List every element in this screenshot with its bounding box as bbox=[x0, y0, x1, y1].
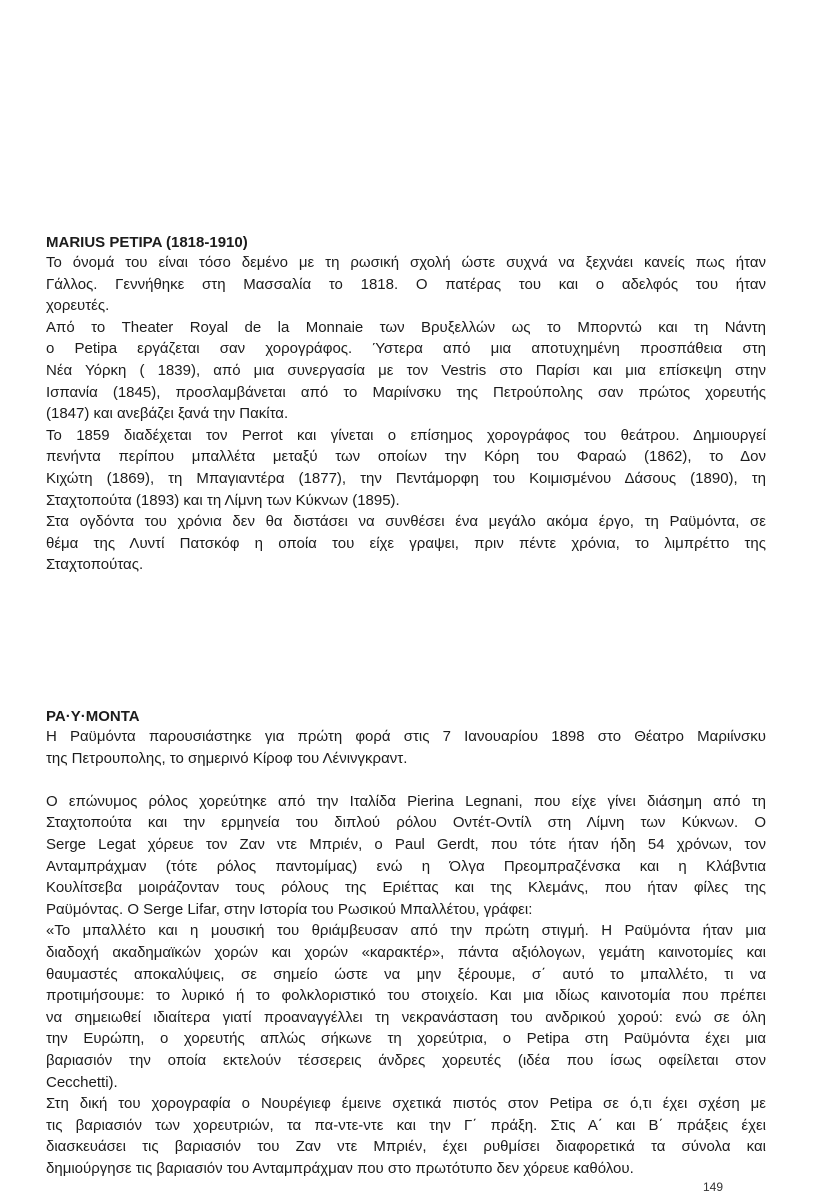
text-line: τις βαριασιόν των χορευτριών, τα πα-ντε-ντε και την Γ΄ πράξη. Στις Α΄ και Β΄ πράξεις έχει bbox=[46, 1116, 766, 1134]
text-line: της Πετρουπολης, το σημερινό Κίροφ του Λένινγκραντ. bbox=[46, 749, 408, 767]
section-raymonda bbox=[46, 708, 766, 1179]
section-petipa bbox=[46, 234, 766, 576]
section-body bbox=[46, 252, 766, 576]
text-line: Ραϋμόντας. Ο Serge Lifar, στην Ιστορία του Ρωσικού Μπαλλέτου, γράφει: bbox=[46, 900, 533, 918]
text-line: πενήντα περίπου μπαλλέτα μεταξύ των οποίων την Κόρη του Φαραώ (1862), το Δον bbox=[46, 448, 766, 466]
text-line: Cecchetti). bbox=[46, 1073, 118, 1091]
text-line: Serge Legat χόρευε τον Ζαν ντε Μπριέν, ο Paul Gerdt, που τότε ήταν ήδη 54 χρόνων, τον bbox=[46, 835, 766, 853]
text-line: Κουλίτσεβα μοιράζονταν τους ρόλους της Εριέττας και της Κλεμάνς, που ήταν φίλες της bbox=[46, 879, 766, 897]
text-line: (1847) και ανεβάζει ξανά την Πακίτα. bbox=[46, 405, 289, 423]
text-line: Σταχτοπούτα και την ερμηνεία του διπλού ρόλου Οντέτ-Οντίλ στη Λίμνη των Κύκνων. Ο bbox=[46, 814, 766, 832]
text-line: Η Ραϋμόντα παρουσιάστηκε για πρώτη φορά στις 7 Ιανουαρίου 1898 στο Θέατρο Μαριίνσκυ bbox=[46, 728, 766, 745]
text-line: χορευτές. bbox=[46, 297, 110, 315]
text-line: ο Petipa εργάζεται σαν χορογράφος. Ύστερα από μια αποτυχημένη προσπάθεια στη bbox=[46, 340, 766, 358]
text-line: Ισπανία (1845), προσλαμβάνεται από το Μαριίνσκυ της Πετρούπολης σαν πρώτος χορευτής bbox=[46, 383, 766, 401]
text-line: Σταχτοπούτας. bbox=[46, 556, 144, 574]
text-line: βαριασιόν την οποία εκτελούν τέσσερεις άνδρες χορευτές (ιδέα που ίσως οφείλεται στον bbox=[46, 1051, 766, 1069]
text-line: Το 1859 διαδέχεται τον Perrot και γίνεται ο επίσημος χορογράφος του θεάτρου. Δημιουργεί bbox=[46, 426, 766, 444]
text-line: Στα ογδόντα του χρόνια δεν θα διστάσει να συνθέσει ένα μεγάλο ακόμα έργο, τη Ραϋμόντα, σε bbox=[46, 513, 766, 531]
text-line: την Ευρώπη, ο χορευτής απλώς σήκωνε τη χορεύτρια, ο Petipa στη Ραϋμόντα έχει μια bbox=[46, 1030, 766, 1048]
section-heading: MARIUS PETIPA (1818-1910) bbox=[46, 234, 248, 251]
text-line: δημιούργησε τις βαριασιόν του Ανταμπράχμαν που στο πρωτότυπο δεν χόρευε καθόλου. bbox=[46, 1159, 634, 1177]
text-line: Από το Theater Royal de la Monnaie των Βρυξελλών ως το Μπορντώ και τη Νάντη bbox=[46, 318, 766, 336]
text-line: να σημειωθεί ιδιαίτερα γιατί προαναγγέλλει τη νεκρανάσταση του ανδρικού χορού: ενώ σε όλη bbox=[46, 1008, 766, 1026]
text-line: Γάλλος. Γεννήθηκε στη Μασσαλία το 1818. Ο πατέρας του και ο αδελφός του ήταν bbox=[46, 275, 766, 293]
text-line: Κιχώτη (1869), τη Μπαγιαντέρα (1877), την Πεντάμορφη του Κοιμισμένου Δάσους (1890), τη bbox=[46, 469, 766, 487]
text-line: Ο επώνυμος ρόλος χορεύτηκε από την Ιταλίδα Pierina Legnani, που είχε γίνει διάσημη από τη bbox=[46, 792, 766, 810]
text-line: θαυμαστές αποκαλύψεις, σε σημείο ώστε να μην ξέρουμε, σ΄ αυτό το μπαλλέτο, τι να bbox=[46, 965, 766, 983]
text-line: Σταχτοπούτα (1893) και τη Λίμνη των Κύκνων (1895). bbox=[46, 491, 400, 509]
text-line: «Το μπαλλέτο και η μουσική του θριάμβευσαν από την πρώτη στιγμή. Η Ραϋμόντα ήταν μια bbox=[46, 922, 766, 940]
text-line: διαδοχή ακαδημαϊκών χορών και χορών «καρακτέρ», πάντα αξιόλογων, γεμάτη καινοτομίες και bbox=[46, 943, 766, 961]
text-line: Στη δική του χορογραφία ο Νουρέγιεφ έμεινε σχετικά πιστός στον Petipa σε ό,τι έχει σχέση με bbox=[46, 1095, 766, 1113]
text-line: Ανταμπράχμαν (τότε ρόλος παντομίμας) ενώ η Όλγα Πρεομπραζένσκα και η Κλάβντια bbox=[46, 857, 766, 875]
section-heading: ΡΑ·Υ·ΜΟΝΤΑ bbox=[46, 708, 140, 725]
text-line: διασκευάσει τις βαριασιόν του Ζαν ντε Μπριέν, έχει ρυθμίσει διαφορετικά τα σύνολα και bbox=[46, 1138, 766, 1156]
text-line: προτιμήσουμε: το λυρικό ή το φολκλοριστικό του στοιχείο. Και μια ιδίως καινοτομία που πρέπει bbox=[46, 987, 766, 1005]
page-number: 149 bbox=[703, 1180, 724, 1194]
text-line: Νέα Υόρκη ( 1839), από μια συνεργασία με τον Vestris στο Παρίσι και μια επίσκεψη στην bbox=[46, 361, 766, 379]
section-body bbox=[46, 726, 766, 1179]
text-line: Το όνομά του είναι τόσο δεμένο με τη ρωσική σχολή ώστε συχνά να ξεχνάει κανείς πως ήταν bbox=[46, 254, 766, 271]
text-line: θέμα της Λυντί Πατσκόφ η οποία του είχε γραψει, πριν πέντε χρόνια, το λιμπρέττο της bbox=[46, 534, 766, 552]
paragraph-gap bbox=[46, 769, 766, 791]
